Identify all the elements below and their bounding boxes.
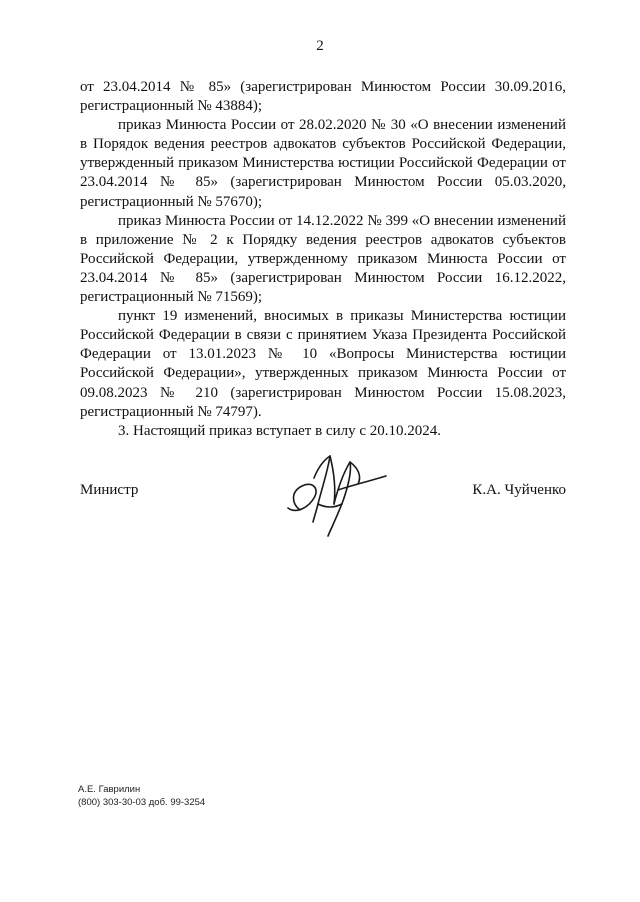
executor-name: А.Е. Гаврилин <box>78 784 141 795</box>
document-body <box>80 78 566 441</box>
signature-row <box>80 482 566 506</box>
paragraph-order-2020: приказ Минюста России от 28.02.2020 № 30 «О внесении изменений в Порядок ведения реестров адвокатов субъектов Российской Федерации, утвержденный приказом Министерства юстиции Российской Федерации от 23.04.2014 № 85» (зарегистрирован Минюстом России 05.03.2020, регистрационный № 57670); <box>80 117 566 210</box>
paragraph-order-2022: приказ Минюста России от 14.12.2022 № 399 «О внесении изменений в приложение № 2 к Порядку ведения реестров адвокатов субъектов Российской Федерации, утвержденному приказом Минюста России от 23.04.2014 № 85» (зарегистрирован Минюстом России 16.12.2022, регистрационный № 71569); <box>80 212 566 306</box>
page-number: 2 <box>316 38 324 54</box>
signatory-title: Министр <box>80 482 139 498</box>
executor-footer <box>78 784 205 809</box>
paragraph-continuation: от 23.04.2014 № 85» (зарегистрирован Минюстом России 30.09.2016, регистрационный № 43884); <box>80 79 566 115</box>
executor-phone: (800) 303-30-03 доб. 99-3254 <box>78 796 206 808</box>
signatory-name: К.А. Чуйченко <box>472 482 566 498</box>
paragraph-effective-date: 3. Настоящий приказ вступает в силу с 20.10.2024. <box>118 422 441 439</box>
paragraph-item-19: пункт 19 изменений, вносимых в приказы Министерства юстиции Российской Федерации в связи с принятием Указа Президента Российской Федерации от 13.01.2023 № 10 «Вопросы Министерства юстиции Российской Федерации», утвержденных приказом Минюста России от 09.08.2023 № 210 (зарегистрирован Минюстом России 15.08.2023, регистрационный № 74797). <box>80 308 566 420</box>
